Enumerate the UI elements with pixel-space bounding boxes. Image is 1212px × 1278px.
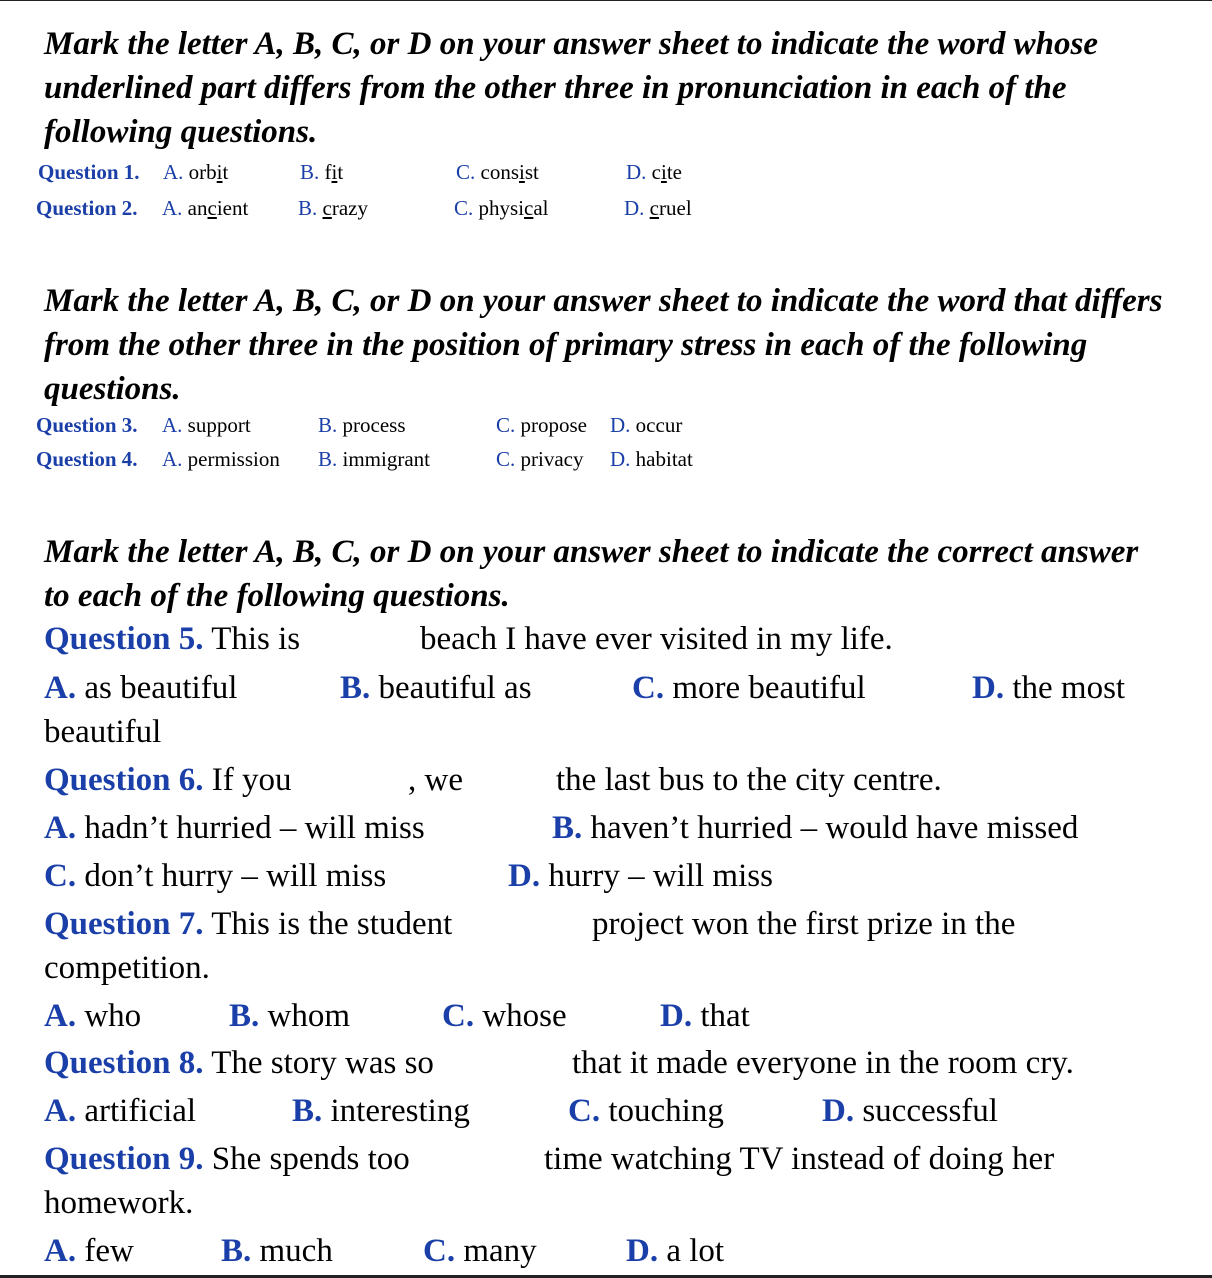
- q6-option-d[interactable]: D. hurry – will miss: [508, 858, 773, 894]
- q6-option-c[interactable]: C. don’t hurry – will miss: [44, 858, 387, 894]
- question-4-label: Question 4.: [36, 447, 138, 471]
- question-7-stem: Question 7. This is the student: [44, 906, 453, 942]
- question-6-label: Question 6.: [44, 762, 204, 798]
- q4-option-c[interactable]: C. privacy: [496, 447, 584, 471]
- question-8-stem: Question 8. The story was so: [44, 1045, 434, 1081]
- question-7-stem-continuation: competition.: [44, 950, 210, 986]
- q2-option-d[interactable]: D. cruel: [624, 196, 692, 220]
- q4-option-d[interactable]: D. habitat: [610, 447, 693, 471]
- q2-option-b[interactable]: B. crazy: [298, 196, 368, 220]
- question-7-stem-end: project won the first prize in the: [592, 906, 1016, 942]
- q3-option-a[interactable]: A. support: [162, 413, 251, 437]
- q7-option-c[interactable]: C. whose: [442, 998, 567, 1034]
- question-9-stem-continuation: homework.: [44, 1185, 194, 1221]
- section3-instruction: Mark the letter A, B, C, or D on your answer sheet to indicate the correct answer to each of the following questions.: [44, 534, 1139, 614]
- question-7-label: Question 7.: [44, 906, 204, 942]
- q8-option-b[interactable]: B. interesting: [292, 1093, 470, 1129]
- top-border-line: [0, 0, 1212, 1]
- question-9-label: Question 9.: [44, 1141, 204, 1177]
- question-6-stem-mid: , we: [408, 762, 463, 798]
- q5-option-a[interactable]: A. as beautiful: [44, 670, 238, 706]
- q5-option-c[interactable]: C. more beautiful: [632, 670, 866, 706]
- q5-option-b[interactable]: B. beautiful as: [340, 670, 532, 706]
- q5-option-d[interactable]: D. the most: [972, 670, 1126, 706]
- question-6-stem-end: the last bus to the city centre.: [556, 762, 942, 798]
- q1-option-a[interactable]: A. orbit: [163, 160, 229, 184]
- q8-option-d[interactable]: D. successful: [822, 1093, 998, 1129]
- q8-option-c[interactable]: C. touching: [568, 1093, 724, 1129]
- question-8-label: Question 8.: [44, 1045, 204, 1081]
- q9-option-a[interactable]: A. few: [44, 1233, 134, 1269]
- q3-option-d[interactable]: D. occur: [610, 413, 683, 437]
- question-8-stem-end: that it made everyone in the room cry.: [572, 1045, 1074, 1081]
- q9-option-d[interactable]: D. a lot: [626, 1233, 725, 1269]
- q5-option-d-continuation: beautiful: [44, 714, 162, 750]
- q6-option-a[interactable]: A. hadn’t hurried – will miss: [44, 810, 425, 846]
- question-2-label: Question 2.: [36, 196, 138, 220]
- question-3-label: Question 3.: [36, 413, 138, 437]
- q2-option-c[interactable]: C. physical: [454, 196, 549, 220]
- q6-option-b[interactable]: B. haven’t hurried – would have missed: [552, 810, 1079, 846]
- question-1-label: Question 1.: [38, 160, 140, 184]
- q9-option-b[interactable]: B. much: [221, 1233, 333, 1269]
- q3-option-c[interactable]: C. propose: [496, 413, 588, 437]
- section1-instruction: Mark the letter A, B, C, or D on your answer sheet to indicate the word whose underlined part differs from the other three in pronunciation in each of the following questions.: [44, 26, 1098, 150]
- q4-option-b[interactable]: B. immigrant: [318, 447, 431, 471]
- section2-instruction: Mark the letter A, B, C, or D on your answer sheet to indicate the word that differs from the other three in the position of primary stress in each of the following questions.: [44, 283, 1163, 407]
- q1-option-c[interactable]: C. consist: [456, 160, 539, 184]
- q1-option-d[interactable]: D. cite: [626, 160, 682, 184]
- question-9-stem: Question 9. She spends too: [44, 1141, 410, 1177]
- q7-option-b[interactable]: B. whom: [229, 998, 351, 1034]
- q4-option-a[interactable]: A. permission: [162, 447, 280, 471]
- q8-option-a[interactable]: A. artificial: [44, 1093, 197, 1129]
- question-5-stem-end: beach I have ever visited in my life.: [420, 621, 893, 657]
- question-5-stem: Question 5. This is: [44, 621, 301, 657]
- question-6-stem: Question 6. If you: [44, 762, 292, 798]
- question-9-stem-end: time watching TV instead of doing her: [544, 1141, 1055, 1177]
- q3-option-b[interactable]: B. process: [318, 413, 406, 437]
- question-5-label: Question 5.: [44, 621, 204, 657]
- q2-option-a[interactable]: A. ancient: [162, 196, 249, 220]
- q1-option-b[interactable]: B. fit: [300, 160, 344, 184]
- q9-option-c[interactable]: C. many: [423, 1233, 537, 1269]
- q7-option-a[interactable]: A. who: [44, 998, 142, 1034]
- q7-option-d[interactable]: D. that: [660, 998, 750, 1034]
